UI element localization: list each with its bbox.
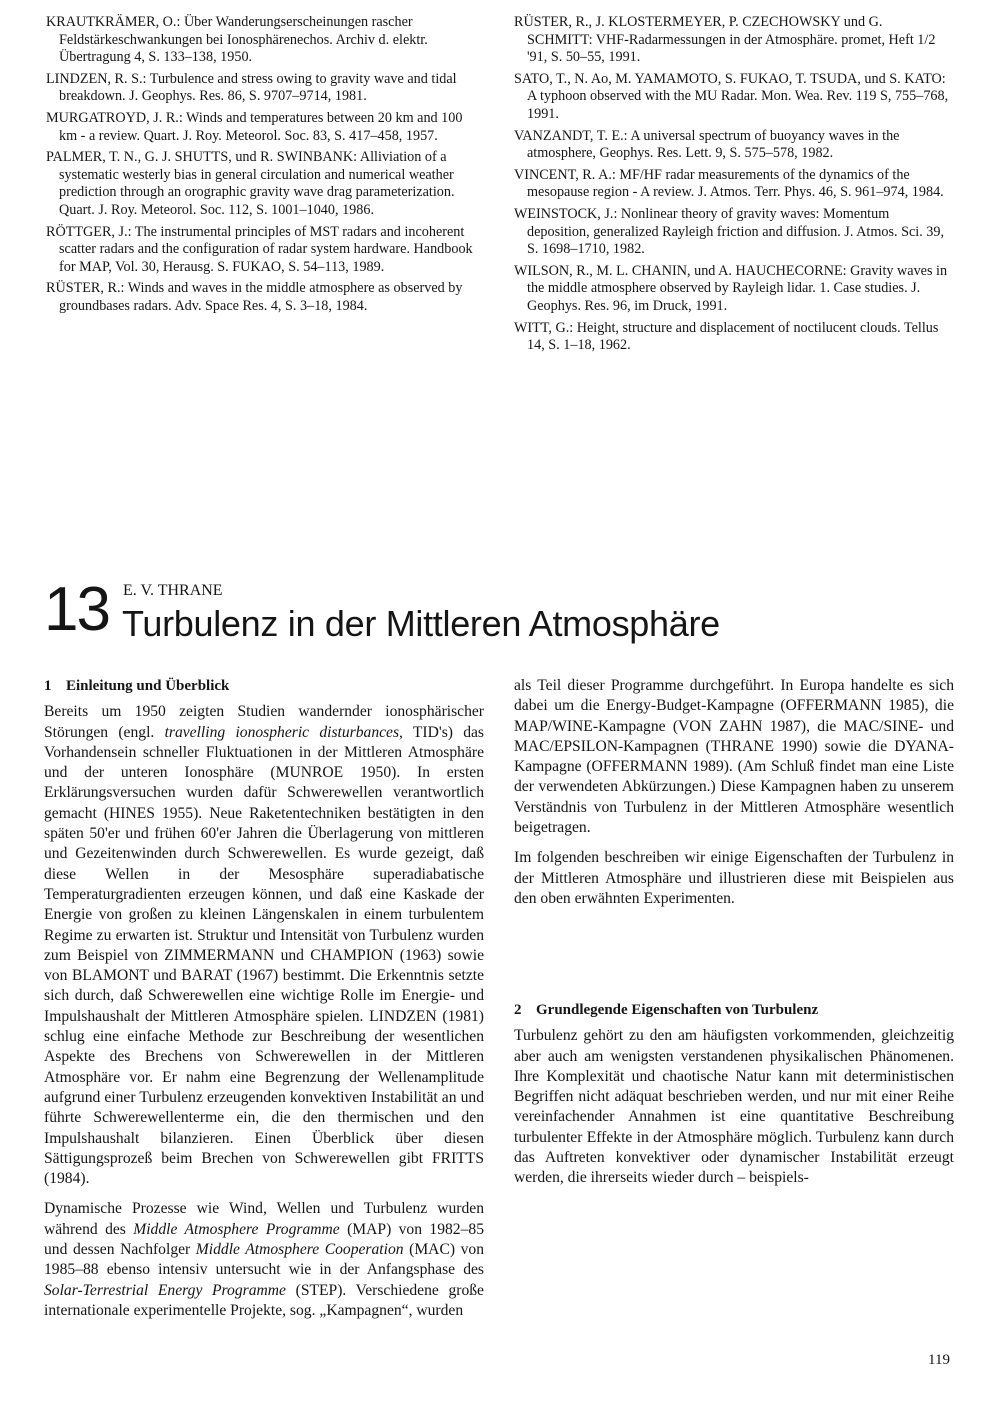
section-title: Einleitung und Überblick: [66, 678, 230, 694]
body-left-column: [44, 676, 484, 1331]
text-run: (STEP). Verschiedene große internationale experimentelle Projekte, sog. „Kampagnen“, wurden: [44, 1281, 484, 1319]
section-heading: [514, 1000, 954, 1020]
chapter-author: E. V. THRANE: [123, 582, 223, 599]
reference-entry: SATO, T., N. Ao, M. YAMAMOTO, S. FUKAO, T. TSUDA, und S. KATO: A typhoon observed with the MU Radar. Mon. Wea. Rev. 119 S, 755–768, 1991.: [514, 70, 949, 122]
reference-entry: MURGATROYD, J. R.: Winds and temperatures between 20 km and 100 km - a review. Quart. J. Roy. Meteorol. Soc. 83, S. 417–458, 1957.: [46, 109, 463, 144]
section-title: Grundlegende Eigenschaften von Turbulenz: [536, 1002, 819, 1018]
chapter-number: 13: [44, 575, 109, 644]
italic-text: Middle Atmosphere Programme: [133, 1220, 340, 1238]
chapter-heading: [44, 575, 964, 658]
body-right-column-upper: [514, 676, 954, 919]
section-heading: [44, 676, 484, 696]
text-run: als Teil dieser Programme durchgeführt. In Europa handelte es sich dabei um die Energy-Budget-Kampagne (OFFERMANN 1985), die MAP/WINE-Kampagne (VON ZAHN 1987), die MAC/SINE- und MAC/EPSILON-Kampagnen (THRANE 1990) sowie die DYANA-Kampagne (OFFERMANN 1989). (Am Schluß findet man eine Liste der verwendeten Abkürzungen.) Diese Kampagnen haben zu unserem Verständnis von Turbulenz in der Mittleren Atmosphäre wesentlich beigetragen.: [514, 677, 954, 837]
reference-entry: KRAUTKRÄMER, O.: Über Wanderungserscheinungen rascher Feldstärkeschwankungen bei Ionosphärenechos. Archiv d. elektr. Übertragung 4, S. 133–138, 1950.: [46, 14, 428, 66]
reference-entry: WEINSTOCK, J.: Nonlinear theory of gravity waves: Momentum deposition, generalized Rayleigh friction and diffusion. J. Atmos. Sci. 39, S. 1698–1710, 1982.: [514, 205, 945, 258]
reference-entry: PALMER, T. N., G. J. SHUTTS, und R. SWINBANK: Alliviation of a systematic westerly bias in general circulation and numerical weather prediction through an orographic gravity wave drag parameterization. Quart. J. Roy. Meteorol. Soc. 112, S. 1001–1040, 1986.: [46, 149, 455, 218]
references-left-column: [46, 14, 481, 320]
reference-entry: RÖTTGER, J.: The instrumental principles of MST radars and incoherent scatter radars and the configuration of radar system hardware. Handbook for MAP, Vol. 30, Herausg. S. FUKAO, S. 54–113, 1989.: [46, 223, 473, 275]
section-number: 1: [44, 678, 52, 694]
italic-text: travelling ionospheric disturbances,: [164, 723, 403, 741]
italic-text: Middle Atmosphere Cooperation: [195, 1241, 404, 1259]
reference-entry: VANZANDT, T. E.: A universal spectrum of buoyancy waves in the atmosphere, Geophys. Res. Lett. 9, S. 575–578, 1982.: [514, 127, 900, 162]
reference-entry: RÜSTER, R.: Winds and waves in the middle atmosphere as observed by groundbases radars. Adv. Space Res. 4, S. 3–18, 1984.: [46, 280, 463, 314]
text-run: (MAP) von 1982–85 und dessen Nachfolger: [44, 1220, 484, 1259]
paragraph: Im folgenden beschreiben wir einige Eigenschaften der Turbulenz in der Mittleren Atmosphäre und illustrieren diese mit Beispielen aus den oben erwähnten Experimenten.: [514, 849, 954, 907]
reference-entry: RÜSTER, R., J. KLOSTERMEYER, P. CZECHOWSKY und G. SCHMITT: VHF-Radarmessungen in der Atmosphäre. promet, Heft 1/2 '91, S. 50–55, 1991.: [514, 14, 936, 66]
italic-text: Solar-Terrestrial Energy Programme: [44, 1281, 286, 1299]
paragraph: [44, 702, 484, 1189]
reference-entry: VINCENT, R. A.: MF/HF radar measurements of the dynamics of the mesopause region - A review. J. Atmos. Terr. Phys. 46, S. 961–974, 1984.: [514, 166, 944, 201]
text-run: (MAC) von 1985–88 ebenso intensiv untersucht wie in der Anfangsphase des: [44, 1241, 484, 1279]
page-number: 119: [928, 1352, 950, 1368]
text-run: Dynamische Prozesse wie Wind, Wellen und Turbulenz wurden während des: [44, 1200, 484, 1238]
text-run: Bereits um 1950 zeigten Studien wandernder ionosphärischer Störungen (engl.: [44, 703, 484, 741]
text-run: TID's) das Vorhandensein schneller Fluktuationen in der Mittleren Atmosphäre und der unteren Ionosphäre (MUNROE 1950). In ersten Erklärungsversuchen wurden dafür Schwerewellen verantwortlich gemacht (HINES 1955). Neue Raketentechniken bestätigten in den späten 50'er und frühen 60'er Jahren die Überlagerung von mittleren und Gezeitenwinden durch Schwerewellen. Es wurde gezeigt, daß diese Wellen in der Mesosphäre superadiabatische Temperaturgradienten erzeugen können, und daß eine Kaskade der Energie von großen zu kleinen Längenskalen in einem turbulentem Regime zu erwarten ist. Struktur und Intensität von Turbulenz wurden zum Beispiel von ZIMMERMANN und CHAMPION (1963) sowie von BLAMONT und BARAT (1967) bestimmt. Die Erkenntnis setzte sich durch, daß Schwerewellen eine wichtige Rolle im Energie- und Impulshaushalt der Mittleren Atmosphäre spielen. LINDZEN (1981) schlug eine einfache Methode zur Beschreibung der wesentlichen Aspekte des Brechens von Schwerewellen in der Mittleren Atmosphäre vor. Er nahm eine Begrenzung der Wellenamplitude aufgrund einer Turbulenz erzeugenden konvektiven Instabilität an und führte Schwerewellenterme ein, die den thermischen und den Impulshaushalt bilanzieren. Einen Überblick über diesen Sättigungsprozeß beim Brechen von Schwerewellen gibt FRITTS (1984).: [44, 723, 485, 1188]
reference-entry: WITT, G.: Height, structure and displacement of noctilucent clouds. Tellus 14, S. 1–18, 1962.: [514, 319, 939, 354]
paragraph: Turbulenz gehört zu den am häufigsten vorkommenden, gleichzeitig aber auch am wenigsten verstandenen physikalischen Phänomenen. Ihre Komplexität und chaotische Natur kann mit deterministischen Begriffen nicht adäquat beschrieben werden, und nur mit einer Reihe vereinfachender Annahmen ist eine quantitative Beschreibung turbulenter Effekte in der Atmosphäre möglich. Turbulenz kann durch das Auftreten konvektiver oder dynamischer Instabilität erzeugt werden, die ihrerseits wieder durch – beispiels-: [514, 1027, 954, 1187]
paragraph: [44, 1199, 484, 1321]
chapter-title: Turbulenz in der Mittleren Atmosphäre: [122, 603, 720, 644]
section-number: 2: [514, 1002, 522, 1018]
references-right-column: [514, 14, 949, 359]
body-right-column-lower: [514, 1000, 954, 1199]
paragraph-continued: [514, 676, 954, 838]
reference-entry: WILSON, R., M. L. CHANIN, und A. HAUCHECORNE: Gravity waves in the middle atmosphere observed by Rayleigh lidar. 1. Case studies. J. Geophys. Res. 96, im Druck, 1991.: [514, 262, 948, 314]
reference-entry: LINDZEN, R. S.: Turbulence and stress owing to gravity wave and tidal breakdown. J. Geophys. Res. 86, S. 9707–9714, 1981.: [46, 70, 457, 105]
